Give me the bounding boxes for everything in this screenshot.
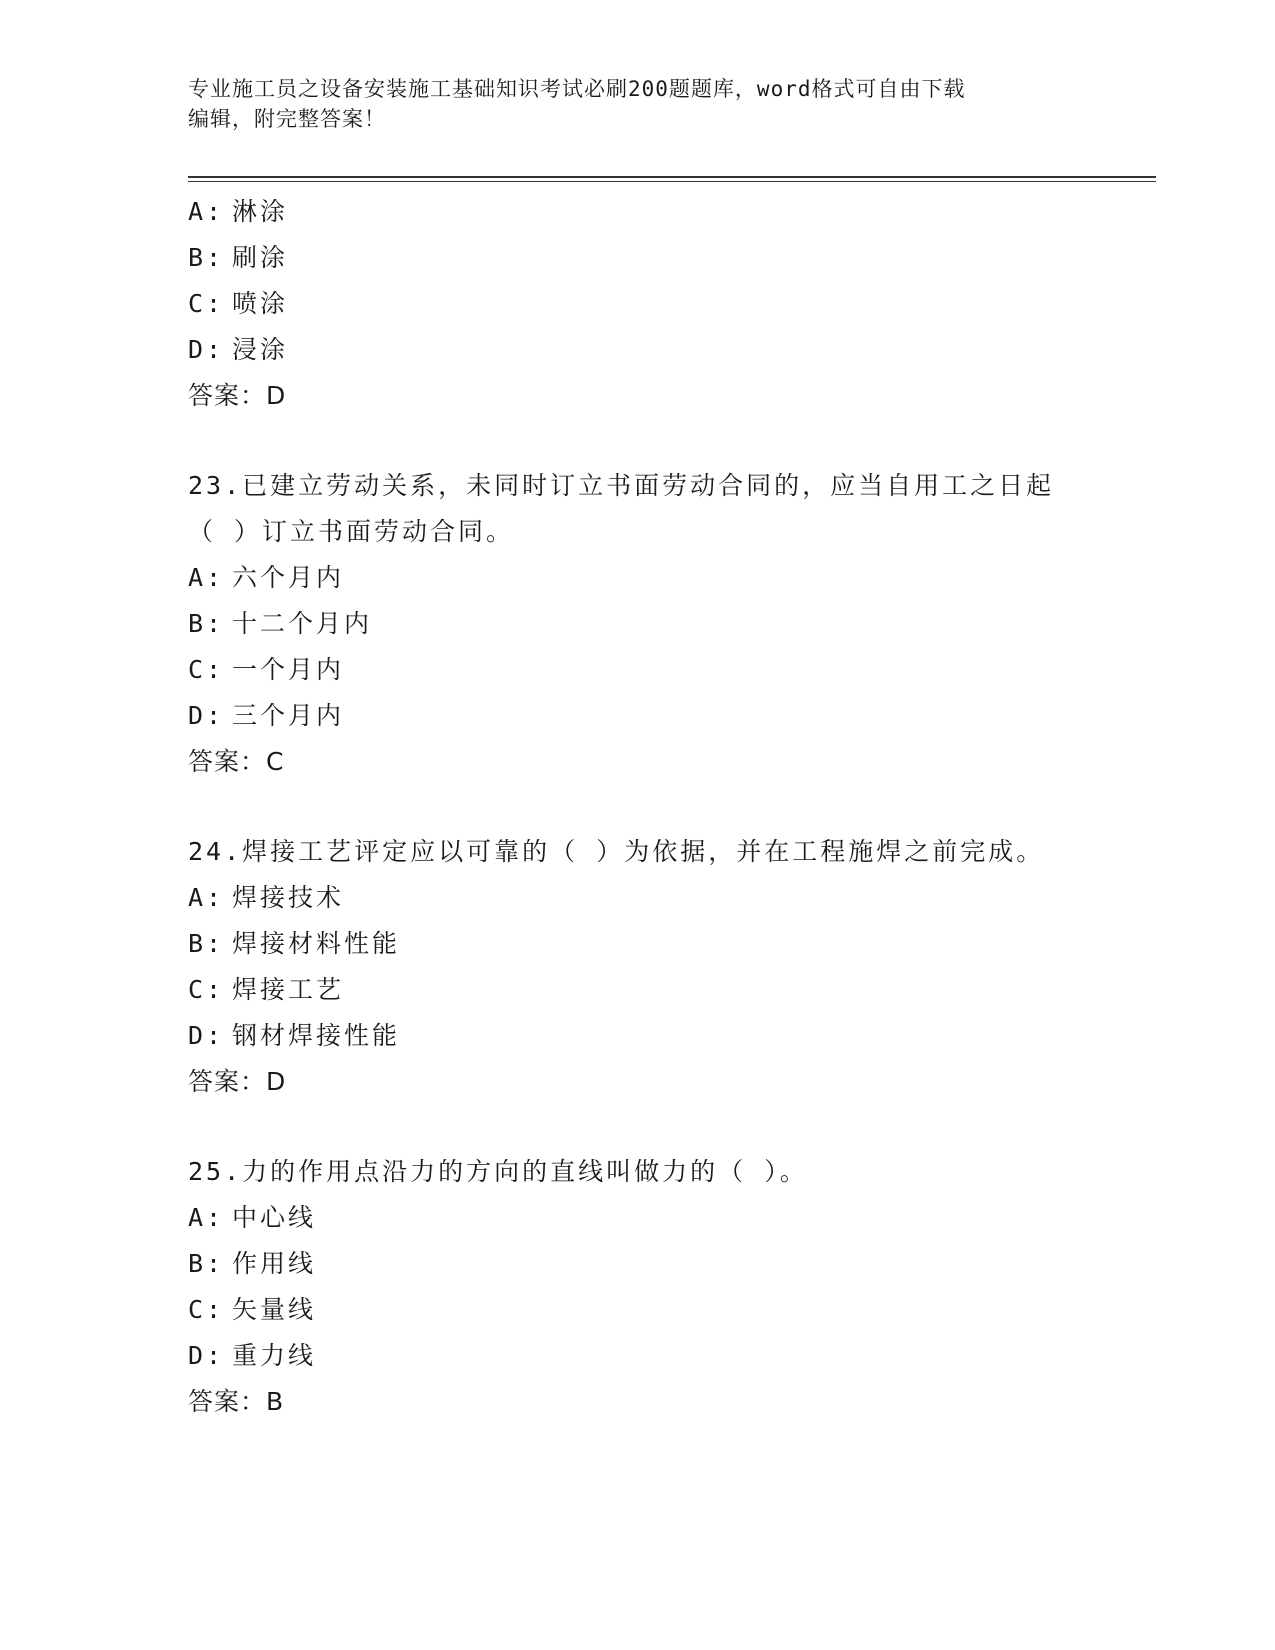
option-letter: C:: [188, 289, 225, 318]
option-letter: D:: [188, 701, 225, 730]
header-line-1: 专业施工员之设备安装施工基础知识考试必刷200题题库，word格式可自由下载: [188, 77, 966, 101]
option-d: [188, 1333, 1156, 1379]
header-line-2: 编辑，附完整答案！: [188, 107, 386, 131]
answer-line: 答案：C: [188, 747, 285, 776]
option-letter: C:: [188, 975, 225, 1004]
option-text: 重力线: [232, 1341, 317, 1370]
question-block-25: [188, 1149, 1156, 1425]
option-letter: D:: [188, 1021, 225, 1050]
option-text: 中心线: [232, 1203, 317, 1232]
option-text: 淋涂: [232, 197, 289, 226]
option-text: 焊接材料性能: [232, 929, 401, 958]
option-text: 三个月内: [232, 701, 345, 730]
option-text: 焊接工艺: [232, 975, 345, 1004]
option-b: [188, 235, 1156, 281]
option-letter: B:: [188, 929, 225, 958]
option-text: 刷涂: [232, 243, 289, 272]
option-text: 十二个月内: [232, 609, 373, 638]
option-letter: B:: [188, 609, 225, 638]
option-c: [188, 967, 1156, 1013]
option-text: 一个月内: [232, 655, 345, 684]
option-c: [188, 281, 1156, 327]
question-block-23: [188, 463, 1156, 785]
question-block-22: [188, 189, 1156, 419]
option-letter: C:: [188, 655, 225, 684]
option-b: [188, 921, 1156, 967]
option-a: [188, 189, 1156, 235]
question-stem: 23.已建立劳动关系，未同时订立书面劳动合同的，应当自用工之日起: [188, 471, 1055, 500]
header-divider-thick: [188, 176, 1156, 178]
option-text: 六个月内: [232, 563, 345, 592]
option-text: 喷涂: [232, 289, 289, 318]
document-header: [188, 74, 1088, 134]
spacer: [188, 785, 1156, 829]
spacer: [188, 419, 1156, 463]
question-stem: 25.力的作用点沿力的方向的直线叫做力的（ ）。: [188, 1157, 808, 1186]
option-c: [188, 647, 1156, 693]
option-c: [188, 1287, 1156, 1333]
option-letter: B:: [188, 243, 225, 272]
option-a: [188, 555, 1156, 601]
option-letter: A:: [188, 197, 225, 226]
spacer: [188, 1105, 1156, 1149]
option-letter: C:: [188, 1295, 225, 1324]
question-list: [188, 189, 1156, 1425]
question-block-24: [188, 829, 1156, 1105]
option-text: 作用线: [232, 1249, 317, 1278]
option-letter: A:: [188, 563, 225, 592]
option-text: 钢材焊接性能: [232, 1021, 401, 1050]
option-text: 矢量线: [232, 1295, 317, 1324]
option-letter: D:: [188, 1341, 225, 1370]
option-letter: B:: [188, 1249, 225, 1278]
option-text: 浸涂: [232, 335, 289, 364]
option-b: [188, 1241, 1156, 1287]
option-d: [188, 693, 1156, 739]
option-letter: D:: [188, 335, 225, 364]
option-b: [188, 601, 1156, 647]
header-divider-thin: [188, 181, 1156, 182]
option-a: [188, 1195, 1156, 1241]
option-text: 焊接技术: [232, 883, 345, 912]
option-letter: A:: [188, 883, 225, 912]
option-d: [188, 327, 1156, 373]
answer-line: 答案：D: [188, 381, 287, 410]
question-stem-continued: （ ）订立书面劳动合同。: [188, 517, 515, 546]
option-a: [188, 875, 1156, 921]
answer-line: 答案：B: [188, 1387, 285, 1416]
question-stem: 24.焊接工艺评定应以可靠的（ ）为依据，并在工程施焊之前完成。: [188, 837, 1045, 866]
option-letter: A:: [188, 1203, 225, 1232]
answer-line: 答案：D: [188, 1067, 287, 1096]
option-d: [188, 1013, 1156, 1059]
